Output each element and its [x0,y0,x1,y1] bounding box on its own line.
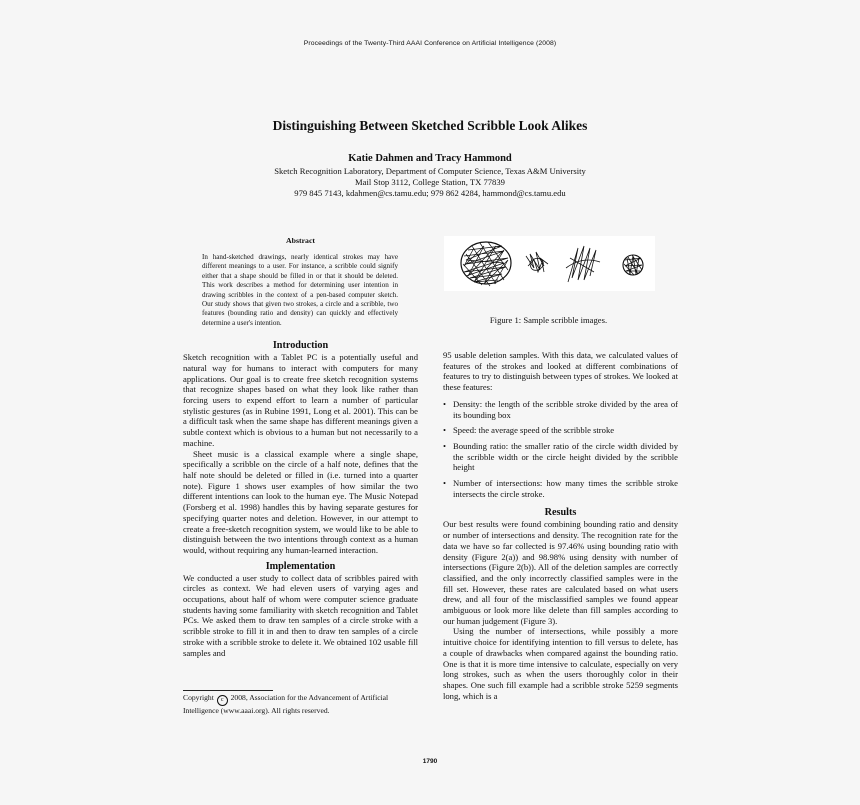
copyright-icon: c [217,695,228,706]
bullet-icon: • [443,478,447,489]
features-intro-paragraph: 95 usable deletion samples. With this data, we calculated values of features of the strokes and looked at different combinations of features to try to distinguish between types of strokes. We looked at these features: [443,350,678,393]
paper-authors: Katie Dahmen and Tracy Hammond [348,153,512,164]
feature-text: Speed: the average speed of the scribble stroke [453,425,615,436]
feature-text: Bounding ratio: the smaller ratio of the circle width divided by the scribble width or the circle height divided by the scribble height [453,440,678,473]
results-heading: Results [544,507,577,519]
right-column [443,236,678,701]
left-column [183,236,418,658]
introduction-heading: Introduction [272,340,329,352]
page-number: 1790 [422,758,438,765]
scribble-zigzag-icon [526,252,548,272]
affiliation-line: 979 845 7143, kdahmen@cs.tamu.edu; 979 862 4284, hammond@cs.tamu.edu [294,188,566,198]
running-header: Proceedings of the Twenty-Third AAAI Conference on Artificial Intelligence (2008) [303,40,557,47]
paper-title: Distinguishing Between Sketched Scribble Look Alikes [272,118,588,133]
right-text-block [443,350,678,701]
list-item [443,425,678,436]
copyright-prefix: Copyright [183,693,214,702]
feature-list [443,399,678,500]
bullet-icon: • [443,425,447,436]
list-item [443,478,678,499]
results-paragraph: Our best results were found combining bounding ratio and density or number of intersections and density. The recognition rate for the data we have so far collected is 97.46% using bounding ratio with density (Figure 2(a)) and 98.98% using density with number of intersections (Figure 2(b)). All of the deletion samples are correctly classified, and the only incorrectly classified samples were in the fill set. However, these rates are calculated based on what users drew, and all four of the misclassified samples we found appear ambiguous or look more like delete than fill samples according to our human judgement (Figure 3). [443,519,678,626]
scribble-images [444,236,655,291]
implementation-heading: Implementation [265,560,336,572]
feature-text: Density: the length of the scribble stroke divided by the area of its bounding box [453,398,678,420]
scribble-diagonal-icon [566,246,600,282]
feature-text: Number of intersections: how many times the scribble stroke intersects the circle stroke. [453,478,678,499]
affiliation-line: Sketch Recognition Laboratory, Department of Computer Science, Texas A&M University [274,166,586,176]
implementation-paragraph: We conducted a user study to collect data of scribbles paired with circles as context. We had eleven users of varying ages and occupations, about half of whom were computer science graduate students having some familiarity with sketch recognition and Tablet PCs. We asked them to draw ten samples of a circle stroke with a scribble stroke to fill it in and then to draw ten samples of a circle stroke with a scribble stroke to delete it. We obtained 102 usable fill samples and [183,572,418,658]
figure-caption: Figure 1: Sample scribble images. [489,315,608,325]
scribble-filled-circle-icon [461,242,511,286]
copyright-text: 2008, Association for the Advancement of Artificial Intelligence (www.aaai.org). All rights reserved. [183,693,389,715]
introduction-paragraph: Sketch recognition with a Tablet PC is a potentially useful and natural way for humans to interact with computers for many applications. Our goal is to create free sketch recognition systems that recognize shapes based on what they look like rather than forcing users to expend effort to learn a number of particular stylistic gestures (as in Rubine 1991, Long et al. 2001). This can be a difficult task when the same shape has different meanings given a subtle context which is obvious to a human but not necessarily to a machine. [183,352,418,448]
bullet-icon: • [443,440,447,451]
results-paragraph: Using the number of intersections, while possibly a more intuitive choice for identifying intention to fill versus to delete, has a couple of drawbacks when compared against the bounding ratio. One is that it is more time intensive to calculate, especially on very long strokes, such as when the users thoroughly color in their shapes. One such fill example had a scribble stroke 5259 segments long, which is a [443,626,678,701]
figure-scribbles [444,236,655,291]
affiliation-line: Mail Stop 3112, College Station, TX 77839 [355,177,505,187]
abstract-text: In hand-sketched drawings, nearly identical strokes may have different meanings to a user. For instance, a scribble could signify either that a shape should be filled in or that it should be deleted. This work describes a method for determining user intention in drawing scribbles in the context of a pen-based computer sketch. Our study shows that given two strokes, a circle and a scribble, two features (bounding ratio and density) can quickly and effectively determine a user's intention. [202,253,398,327]
list-item [443,399,678,420]
affiliation-block [0,166,860,199]
abstract-heading: Abstract [285,236,315,245]
introduction-paragraph: Sheet music is a classical example where a single shape, specifically a scribble on the circle of a half note, defines that the half note should be deleted or filled in (i.e. turned into a quarter note). Figure 1 shows user examples of how similar the two different intentions can look to the human eye. The Music Notepad (Forsberg et al. 1998) handles this by having separate gestures for specifying quarter notes and deletion. However, in our attempt to create a free-sketch recognition system, we would like to be able to distinguish between the two intentions through context as a human would, without requiring any human-learned interaction. [183,448,418,555]
copyright-footnote [183,693,418,716]
bullet-icon: • [443,398,447,409]
list-item [443,441,678,473]
footnote-divider [183,690,273,691]
scribble-dense-dot-icon [623,255,643,275]
